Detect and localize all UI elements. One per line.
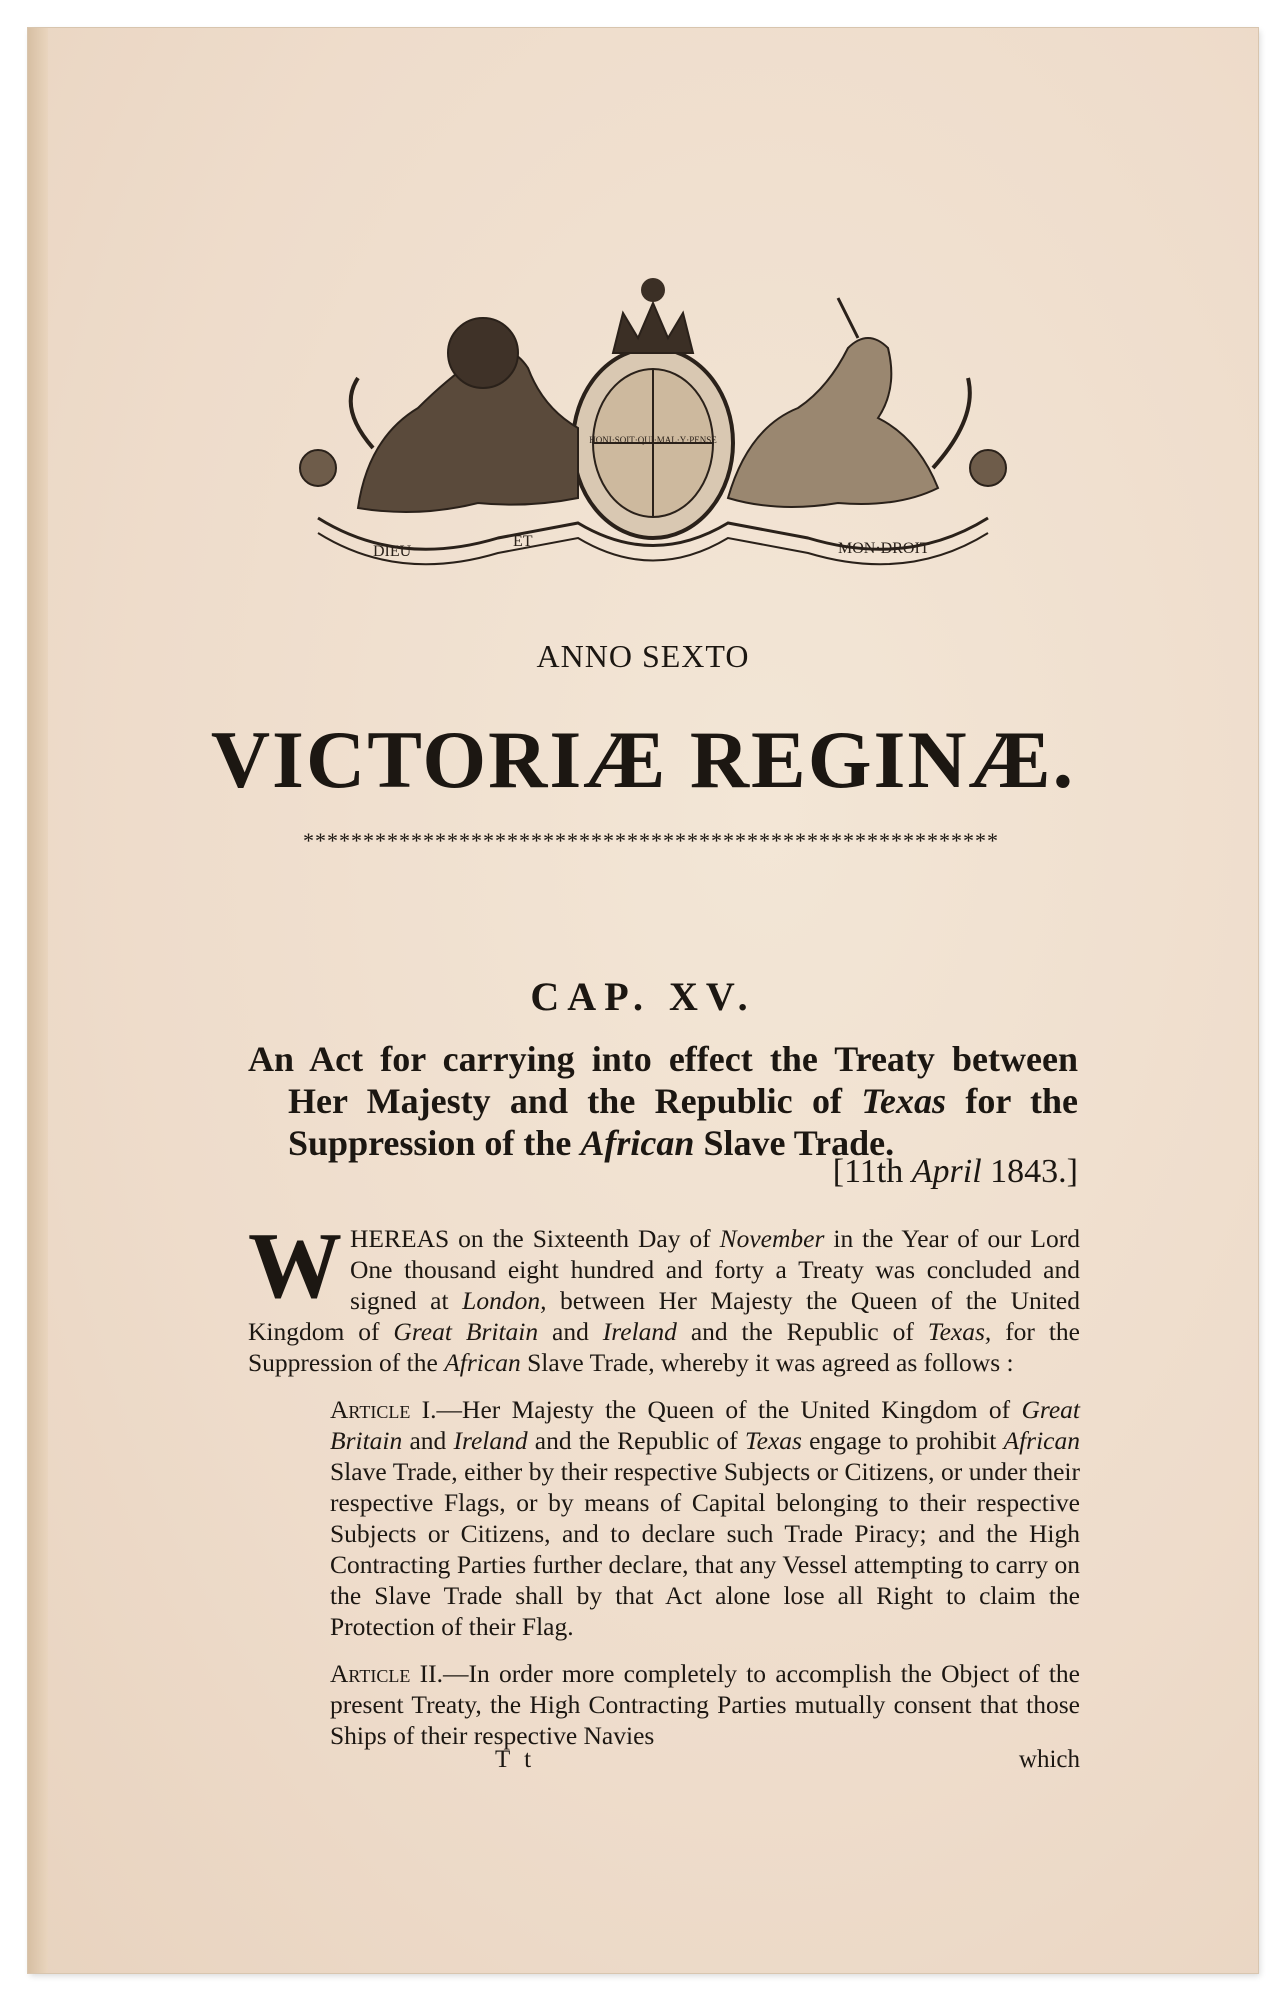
motto-right: MON·DROIT	[838, 540, 930, 557]
garter-motto: HONI·SOIT·QUI·MAL·Y·PENSE	[589, 435, 717, 445]
article-2-label: Article II.	[330, 1659, 443, 1688]
chapter-number: CAP. XV.	[530, 974, 756, 1019]
document-page	[28, 28, 1258, 1973]
act-title	[248, 1038, 1078, 1164]
reign-heading: VICTORIÆ REGINÆ.	[210, 714, 1076, 805]
act-title-line-3: Suppression of the African Slave Trade.	[288, 1123, 895, 1163]
royal-coat-of-arms-icon	[278, 268, 1028, 588]
motto-left: DIEU	[373, 543, 412, 560]
article-1-label: Article I.	[330, 1395, 437, 1424]
motto-mid: ET	[513, 533, 533, 550]
article-2-paragraph: Article II.—In order more completely to accomplish the Object of the present Treaty, the High Contracting Parties mutually consent that those Ships of their respective Navies	[330, 1659, 1081, 1750]
act-body	[248, 1214, 1081, 1751]
drop-cap: W	[248, 1214, 342, 1318]
signature-mark: T t	[495, 1746, 536, 1773]
act-title-line-2: Her Majesty and the Republic of Texas for the	[288, 1081, 1078, 1121]
catchword: which	[1018, 1746, 1080, 1773]
star-divider: **********************************************************	[303, 828, 999, 853]
preamble-paragraph: WHEREAS on the Sixteenth Day of November in the Year of our Lord One thousand eight hundred and forty a Treaty was concluded and signed at London, between Her Majesty the Queen of the United Kingdom of Great Britain and Ireland and the Republic of Texas, for the Suppression of the African Slave Trade, whereby it was agreed as follows :	[248, 1214, 1080, 1377]
anno-heading: ANNO SEXTO	[536, 638, 750, 674]
article-1-paragraph: Article I.—Her Majesty the Queen of the United Kingdom of Great Britain and Ireland and the Republic of Texas engage to prohibit African Slave Trade, either by their respective Subjects or Citizens, or under their respective Flags, or by means of Capital belonging to their respective Subjects or Citizens, and to declare such Trade Piracy; and the High Contracting Parties further declare, that any Vessel attempting to carry on the Slave Trade shall by that Act alone lose all Right to claim the Protection of their Flag.	[330, 1395, 1080, 1641]
enactment-date: [11th April 1843.]	[832, 1153, 1078, 1190]
act-title-line-1: An Act for carrying into effect the Treaty between	[248, 1039, 1078, 1079]
